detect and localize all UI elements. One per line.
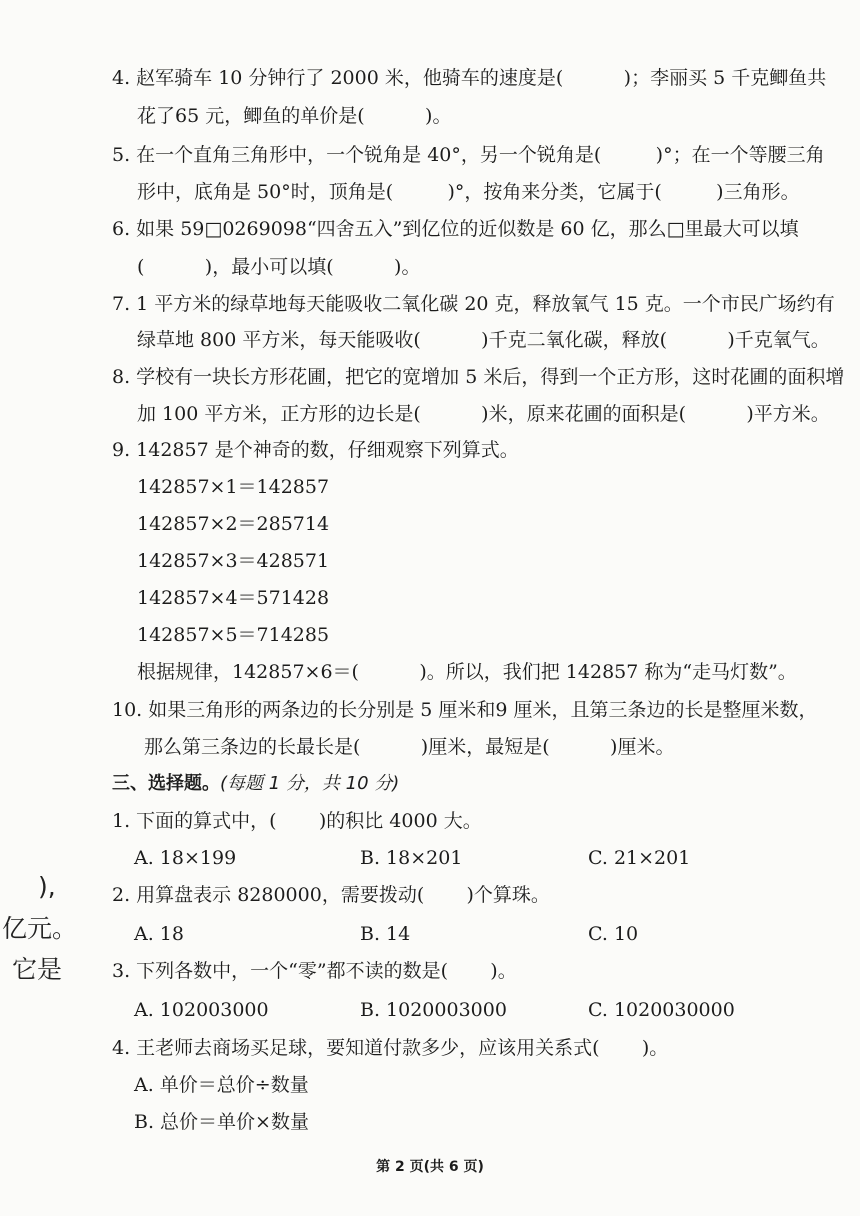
q4-line1: 4. 赵军骑车 10 分钟行了 2000 米，他骑车的速度是( )；李丽买 5 千克鲫鱼共 [112,67,827,89]
q6-line1: 6. 如果 59□0269098“四舍五入”到亿位的近似数是 60 亿，那么□里最大可以填 [112,218,799,240]
choice-q2-option-c: C. 10 [588,923,639,945]
q9-stem: 9. 142857 是个神奇的数，仔细观察下列算式。 [112,439,519,461]
choice-q4: 4. 王老师去商场买足球，要知道付款多少，应该用关系式( )。 [112,1037,669,1059]
margin-note-2: 亿元。 [2,914,78,943]
choice-q3-option-c: C. 1020030000 [588,999,735,1021]
section-3-heading [112,772,399,796]
margin-note-1: ), [38,872,56,901]
q9-eq5: 142857×5＝714285 [137,624,330,646]
choice-q2-option-b: B. 14 [360,923,411,945]
choice-q2: 2. 用算盘表示 8280000，需要拨动( )个算珠。 [112,884,550,906]
choice-q1-option-a: A. 18×199 [134,847,237,869]
choice-q4-option-a: A. 单价＝总价÷数量 [134,1074,309,1096]
page-footer: 第 2 页(共 6 页) [376,1159,484,1175]
choice-q1-option-b: B. 18×201 [360,847,463,869]
q5-line1: 5. 在一个直角三角形中，一个锐角是 40°，另一个锐角是( )°；在一个等腰三角 [112,144,825,166]
q8-line2: 加 100 平方米，正方形的边长是( )米，原来花圃的面积是( )平方米。 [137,403,830,425]
q8-line1: 8. 学校有一块长方形花圃，把它的宽增加 5 米后，得到一个正方形，这时花圃的面积增 [112,366,845,388]
q10-line2: 那么第三条边的长最长是( )厘米，最短是( )厘米。 [144,736,675,758]
q6-line2: ( )，最小可以填( )。 [137,256,421,278]
q9-eq3: 142857×3＝428571 [137,550,330,572]
section-3-title: 三、选择题。 [112,773,220,794]
choice-q3-option-b: B. 1020003000 [360,999,507,1021]
q9-eq2: 142857×2＝285714 [137,513,330,535]
choice-q3-option-a: A. 102003000 [134,999,269,1021]
q7-line2: 绿草地 800 平方米，每天能吸收( )千克二氧化碳，释放( )千克氧气。 [137,329,830,351]
q9-eq4: 142857×4＝571428 [137,587,330,609]
q10-line1: 10. 如果三角形的两条边的长分别是 5 厘米和9 厘米，且第三条边的长是整厘米数， [112,699,818,721]
choice-q1: 1. 下面的算式中，( )的积比 4000 大。 [112,810,482,832]
q9-conclusion: 根据规律，142857×6＝( )。所以，我们把 142857 称为“走马灯数”。 [137,661,797,683]
section-3-subtitle: (每题 1 分，共 10 分) [220,773,400,794]
q9-eq1: 142857×1＝142857 [137,476,330,498]
q7-line1: 7. 1 平方米的绿草地每天能吸收二氧化碳 20 克，释放氧气 15 克。一个市民广场约有 [112,293,835,315]
choice-q1-option-c: C. 21×201 [588,847,691,869]
margin-note-3: 它是 [12,955,63,984]
choice-q3: 3. 下列各数中，一个“零”都不读的数是( )。 [112,960,517,982]
q4-line2: 花了65 元，鲫鱼的单价是( )。 [137,105,452,127]
q5-line2: 形中，底角是 50°时，顶角是( )°，按角来分类，它属于( )三角形。 [137,181,800,203]
choice-q2-option-a: A. 18 [134,923,184,945]
choice-q4-option-b: B. 总价＝单价×数量 [134,1111,309,1133]
